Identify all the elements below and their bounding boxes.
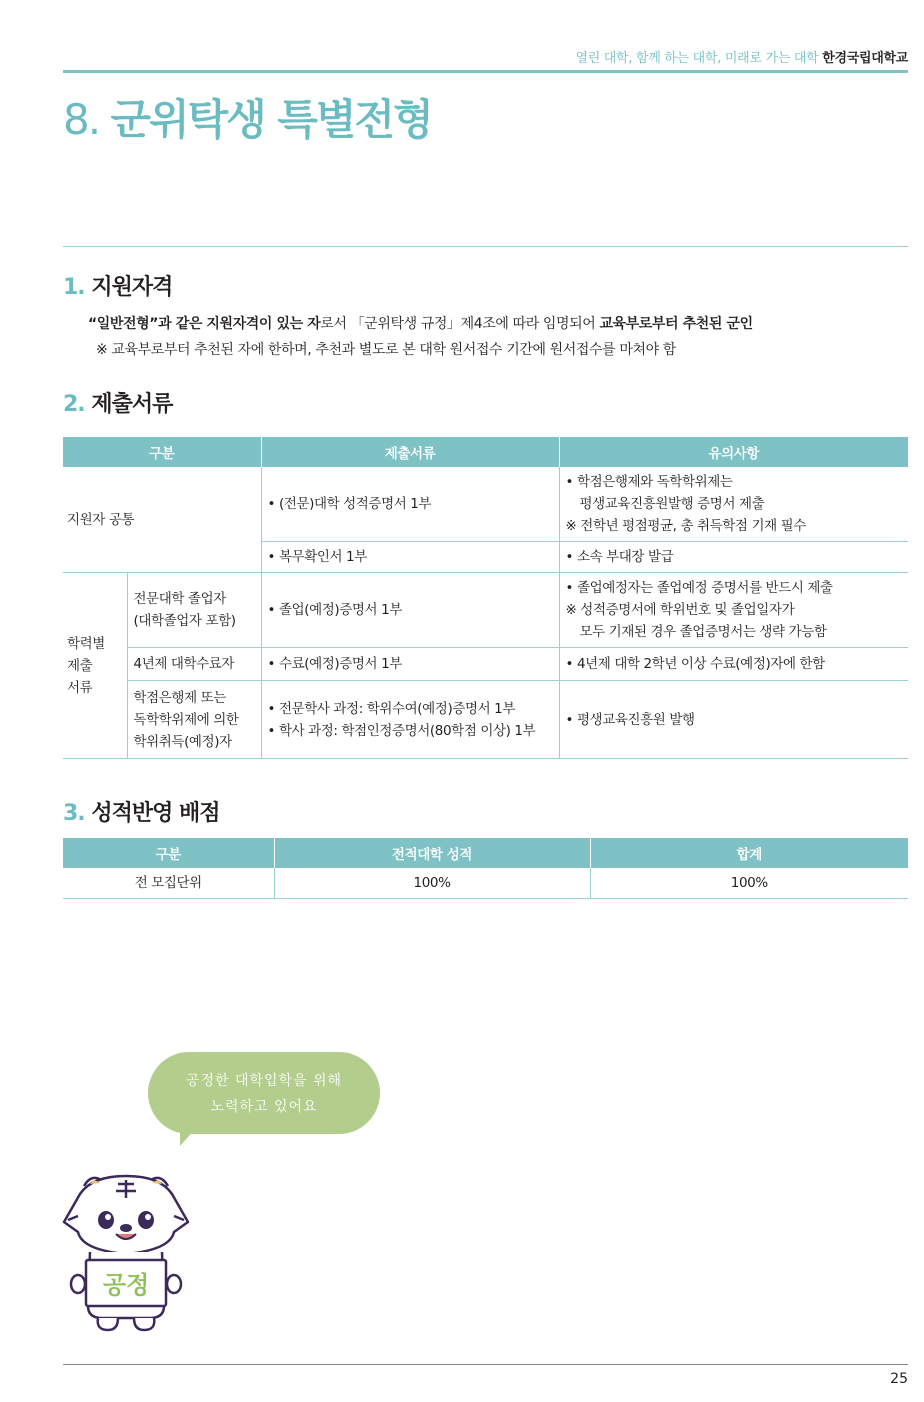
documents-table xyxy=(63,437,908,759)
row3-category xyxy=(127,681,261,759)
education-label-line: 서류 xyxy=(67,679,93,696)
score-prior-grade: 100% xyxy=(274,868,590,899)
section3-number: 3. xyxy=(63,801,85,826)
score-total: 100% xyxy=(590,868,908,899)
common-label: 지원자 공통 xyxy=(63,467,261,573)
section2-heading xyxy=(63,387,172,418)
section1-heading xyxy=(63,270,172,301)
documents-header-row xyxy=(63,437,908,467)
header-slogan: 열린 대학, 함께 하는 대학, 미래로 가는 대학 xyxy=(575,51,819,66)
note-line: ※ 전학년 평점평균, 총 취득학점 기재 필수 xyxy=(565,518,806,534)
table-row xyxy=(63,573,908,648)
chapter-title xyxy=(63,92,432,148)
common-note-service: • 소속 부대장 발급 xyxy=(559,542,908,573)
education-label-line: 제출 xyxy=(67,657,93,674)
doc-line: • 학사 과정: 학점인정증명서(80학점 이상) 1부 xyxy=(267,722,536,739)
section3-heading xyxy=(63,796,220,827)
qualification-text xyxy=(88,313,753,333)
header-category: 구분 xyxy=(63,437,261,467)
note-line: 모두 기재된 경우 졸업증명서는 생략 가능함 xyxy=(579,624,827,640)
category-line: (대학졸업자 포함) xyxy=(133,613,236,629)
tiger-mascot-icon xyxy=(62,1168,190,1334)
qualification-note: ※ 교육부로부터 추천된 자에 한하며, 추천과 별도로 본 대학 원서접수 기간에 원서접수를 마쳐야 함 xyxy=(96,342,676,358)
header-total: 합계 xyxy=(590,838,908,868)
note-line: • 졸업예정자는 졸업예정 증명서를 반드시 제출 xyxy=(565,580,833,596)
header-tagline xyxy=(575,47,908,66)
qualification-bold-1: “일반전형”과 같은 지원자격이 있는 자 xyxy=(88,316,321,332)
row2-category: 4년제 대학수료자 xyxy=(127,648,261,681)
top-divider xyxy=(63,70,908,73)
page-number: 25 xyxy=(890,1371,908,1387)
speech-bubble-text xyxy=(148,1068,380,1120)
score-table xyxy=(63,838,908,899)
row3-doc xyxy=(261,681,559,759)
common-doc-transcript: • (전문)대학 성적증명서 1부 xyxy=(261,467,559,542)
education-label-line: 학력별 xyxy=(67,635,105,652)
section1-title: 지원자격 xyxy=(91,275,173,300)
note-line: ※ 성적증명서에 학위번호 및 졸업일자가 xyxy=(565,602,795,618)
section1-number: 1. xyxy=(63,275,85,300)
speech-bubble-tail xyxy=(180,1126,198,1146)
score-header-row xyxy=(63,838,908,868)
row2-doc: • 수료(예정)증명서 1부 xyxy=(261,648,559,681)
category-line: 독학학위제에 의한 xyxy=(133,711,239,728)
section-divider xyxy=(63,246,908,247)
table-row xyxy=(63,681,908,759)
table-row xyxy=(63,467,908,542)
row3-note: • 평생교육진흥원 발행 xyxy=(559,681,908,759)
category-line: 학위취득(예정)자 xyxy=(133,733,232,750)
section3-title: 성적반영 배점 xyxy=(91,801,220,826)
row1-doc: • 졸업(예정)증명서 1부 xyxy=(261,573,559,648)
row1-note xyxy=(559,573,908,648)
bubble-line: 공정한 대학입학을 위해 xyxy=(185,1073,343,1089)
table-row xyxy=(63,868,908,899)
table-row xyxy=(63,648,908,681)
chapter-number: 8. xyxy=(63,95,100,144)
chapter-title-text: 군위탁생 특별전형 xyxy=(110,95,432,144)
common-note-transcript xyxy=(559,467,908,542)
mascot-sign-text: 공정 xyxy=(102,1271,150,1299)
header-category: 구분 xyxy=(63,838,274,868)
common-doc-service: • 복무확인서 1부 xyxy=(261,542,559,573)
score-unit: 전 모집단위 xyxy=(63,868,274,899)
category-line: 학점은행제 또는 xyxy=(133,689,226,706)
category-line: 전문대학 졸업자 xyxy=(133,591,226,607)
qualification-bold-2: 교육부로부터 추천된 군인 xyxy=(599,316,753,332)
header-notes: 유의사항 xyxy=(559,437,908,467)
header-documents: 제출서류 xyxy=(261,437,559,467)
note-line: 평생교육진흥원발행 증명서 제출 xyxy=(579,496,765,512)
note-line: • 학점은행제와 독학학위제는 xyxy=(565,474,733,490)
header-prior-grade: 전적대학 성적 xyxy=(274,838,590,868)
row1-category xyxy=(127,573,261,648)
education-label xyxy=(63,573,127,759)
qualification-plain: 로서 「군위탁생 규정」제4조에 따라 임명되어 xyxy=(320,316,600,332)
footer-divider xyxy=(63,1364,908,1365)
university-name: 한경국립대학교 xyxy=(822,51,908,66)
section2-title: 제출서류 xyxy=(91,392,173,417)
bubble-line: 노력하고 있어요 xyxy=(210,1099,318,1115)
section2-number: 2. xyxy=(63,392,85,417)
row2-note: • 4년제 대학 2학년 이상 수료(예정)자에 한함 xyxy=(559,648,908,681)
doc-line: • 전문학사 과정: 학위수여(예정)증명서 1부 xyxy=(267,700,515,717)
